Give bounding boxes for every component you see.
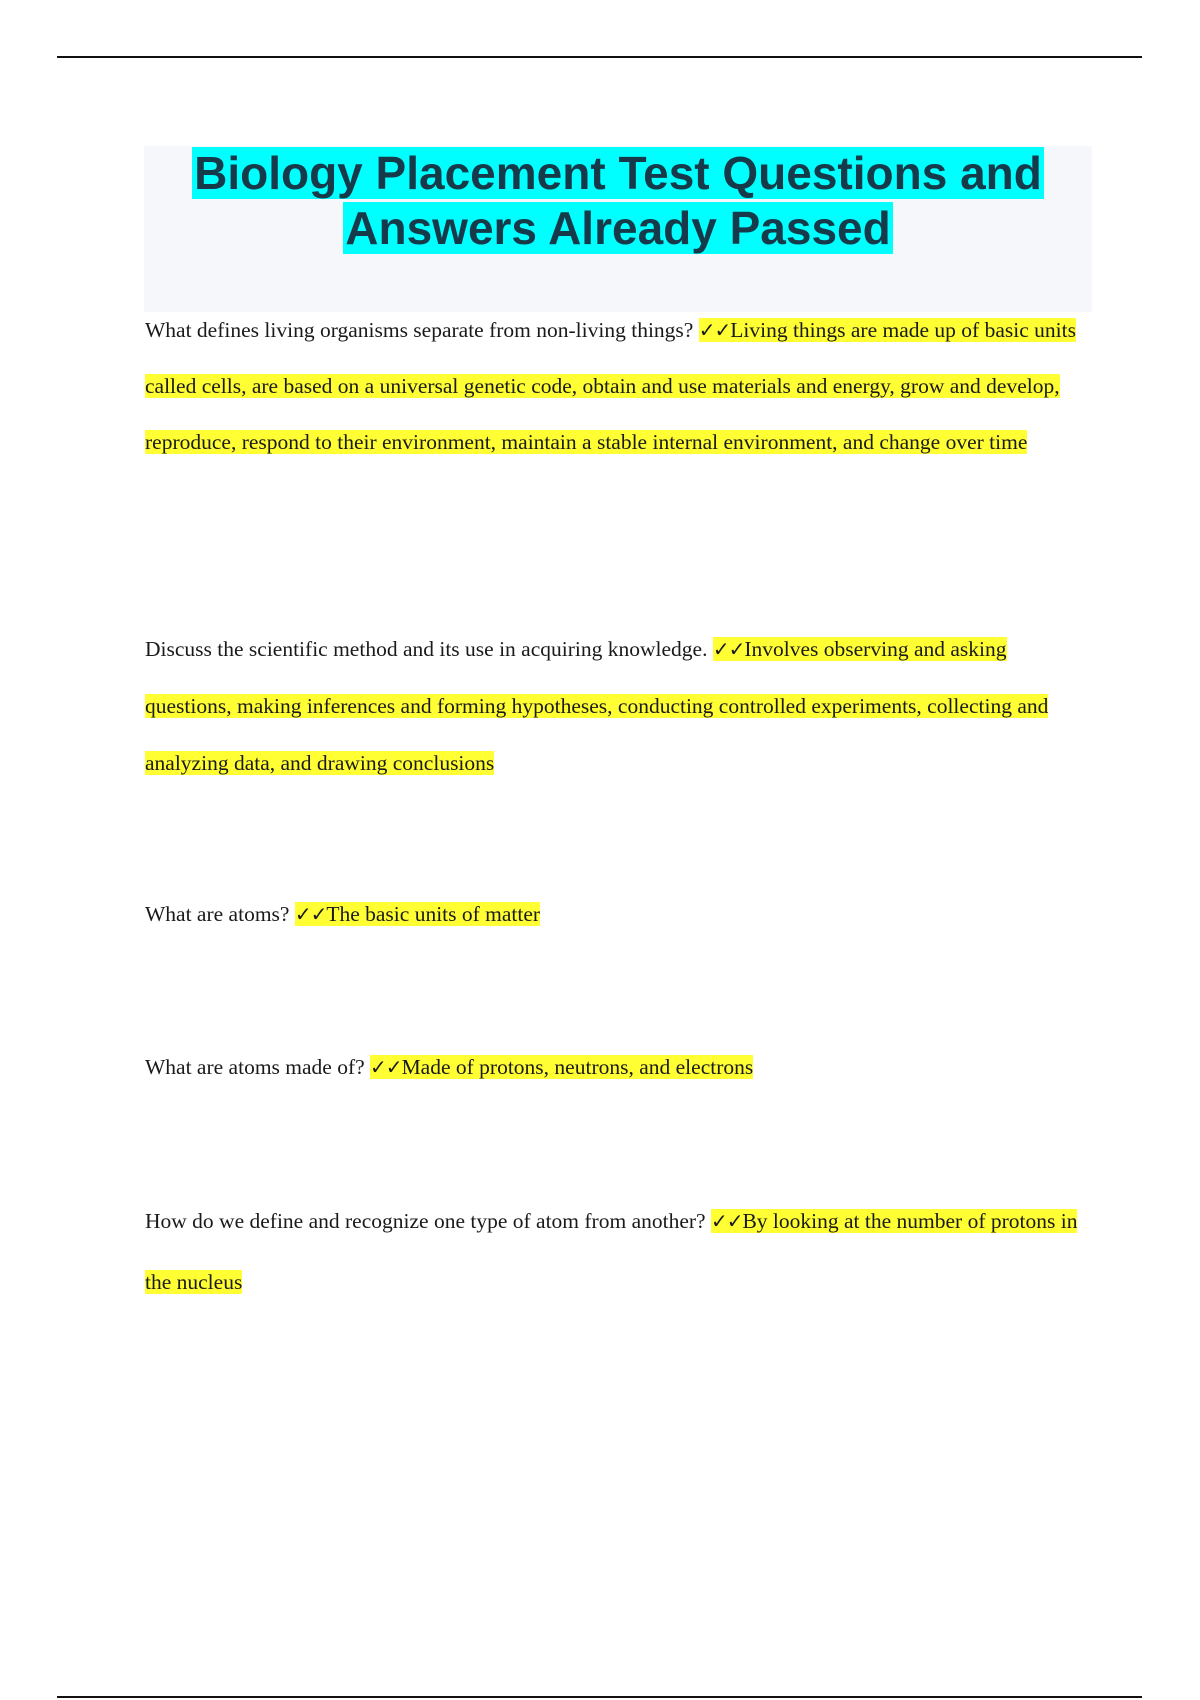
question-text: What are atoms? — [145, 902, 290, 926]
question-text: Discuss the scientific method and its use in acquiring knowledge. — [145, 637, 708, 661]
double-check-icon: ✓✓ — [370, 1055, 402, 1079]
header-rule — [57, 56, 1142, 58]
qa-item — [145, 1039, 1095, 1096]
answer-text: Living things are made up of basic units called cells, are based on a universal genetic code, obtain and use materials and energy, grow and develop, reproduce, respond to their environment, maintain a stable internal environment, and change over time — [145, 318, 1076, 454]
title-line-1: Biology Placement Test Questions and — [194, 147, 1042, 199]
answer-text: The basic units of matter — [326, 902, 541, 926]
qa-item — [145, 302, 1095, 470]
answer-text: Involves observing and asking questions, making inferences and forming hypotheses, conducting controlled experiments, collecting and analyzing data, and drawing conclusions — [145, 637, 1049, 775]
title-block — [144, 146, 1092, 312]
answer-text: Made of protons, neutrons, and electrons — [401, 1055, 754, 1079]
double-check-icon: ✓✓ — [712, 637, 745, 661]
double-check-icon: ✓✓ — [698, 318, 731, 342]
answer-highlight — [370, 1055, 753, 1079]
double-check-icon: ✓✓ — [710, 1209, 743, 1233]
footer-rule — [57, 1696, 1142, 1698]
double-check-icon: ✓✓ — [294, 902, 327, 926]
question-text: What are atoms made of? — [145, 1055, 365, 1079]
qa-item — [145, 1191, 1095, 1313]
answer-text: By looking at the number of protons in the nucleus — [145, 1209, 1078, 1294]
document-title — [144, 146, 1092, 256]
qa-item — [145, 886, 1095, 943]
answer-highlight — [295, 902, 540, 926]
question-text: What defines living organisms separate from non-living things? — [145, 318, 694, 342]
qa-item — [145, 621, 1095, 792]
question-text: How do we define and recognize one type of atom from another? — [145, 1209, 706, 1233]
title-line-2: Answers Already Passed — [345, 202, 891, 254]
